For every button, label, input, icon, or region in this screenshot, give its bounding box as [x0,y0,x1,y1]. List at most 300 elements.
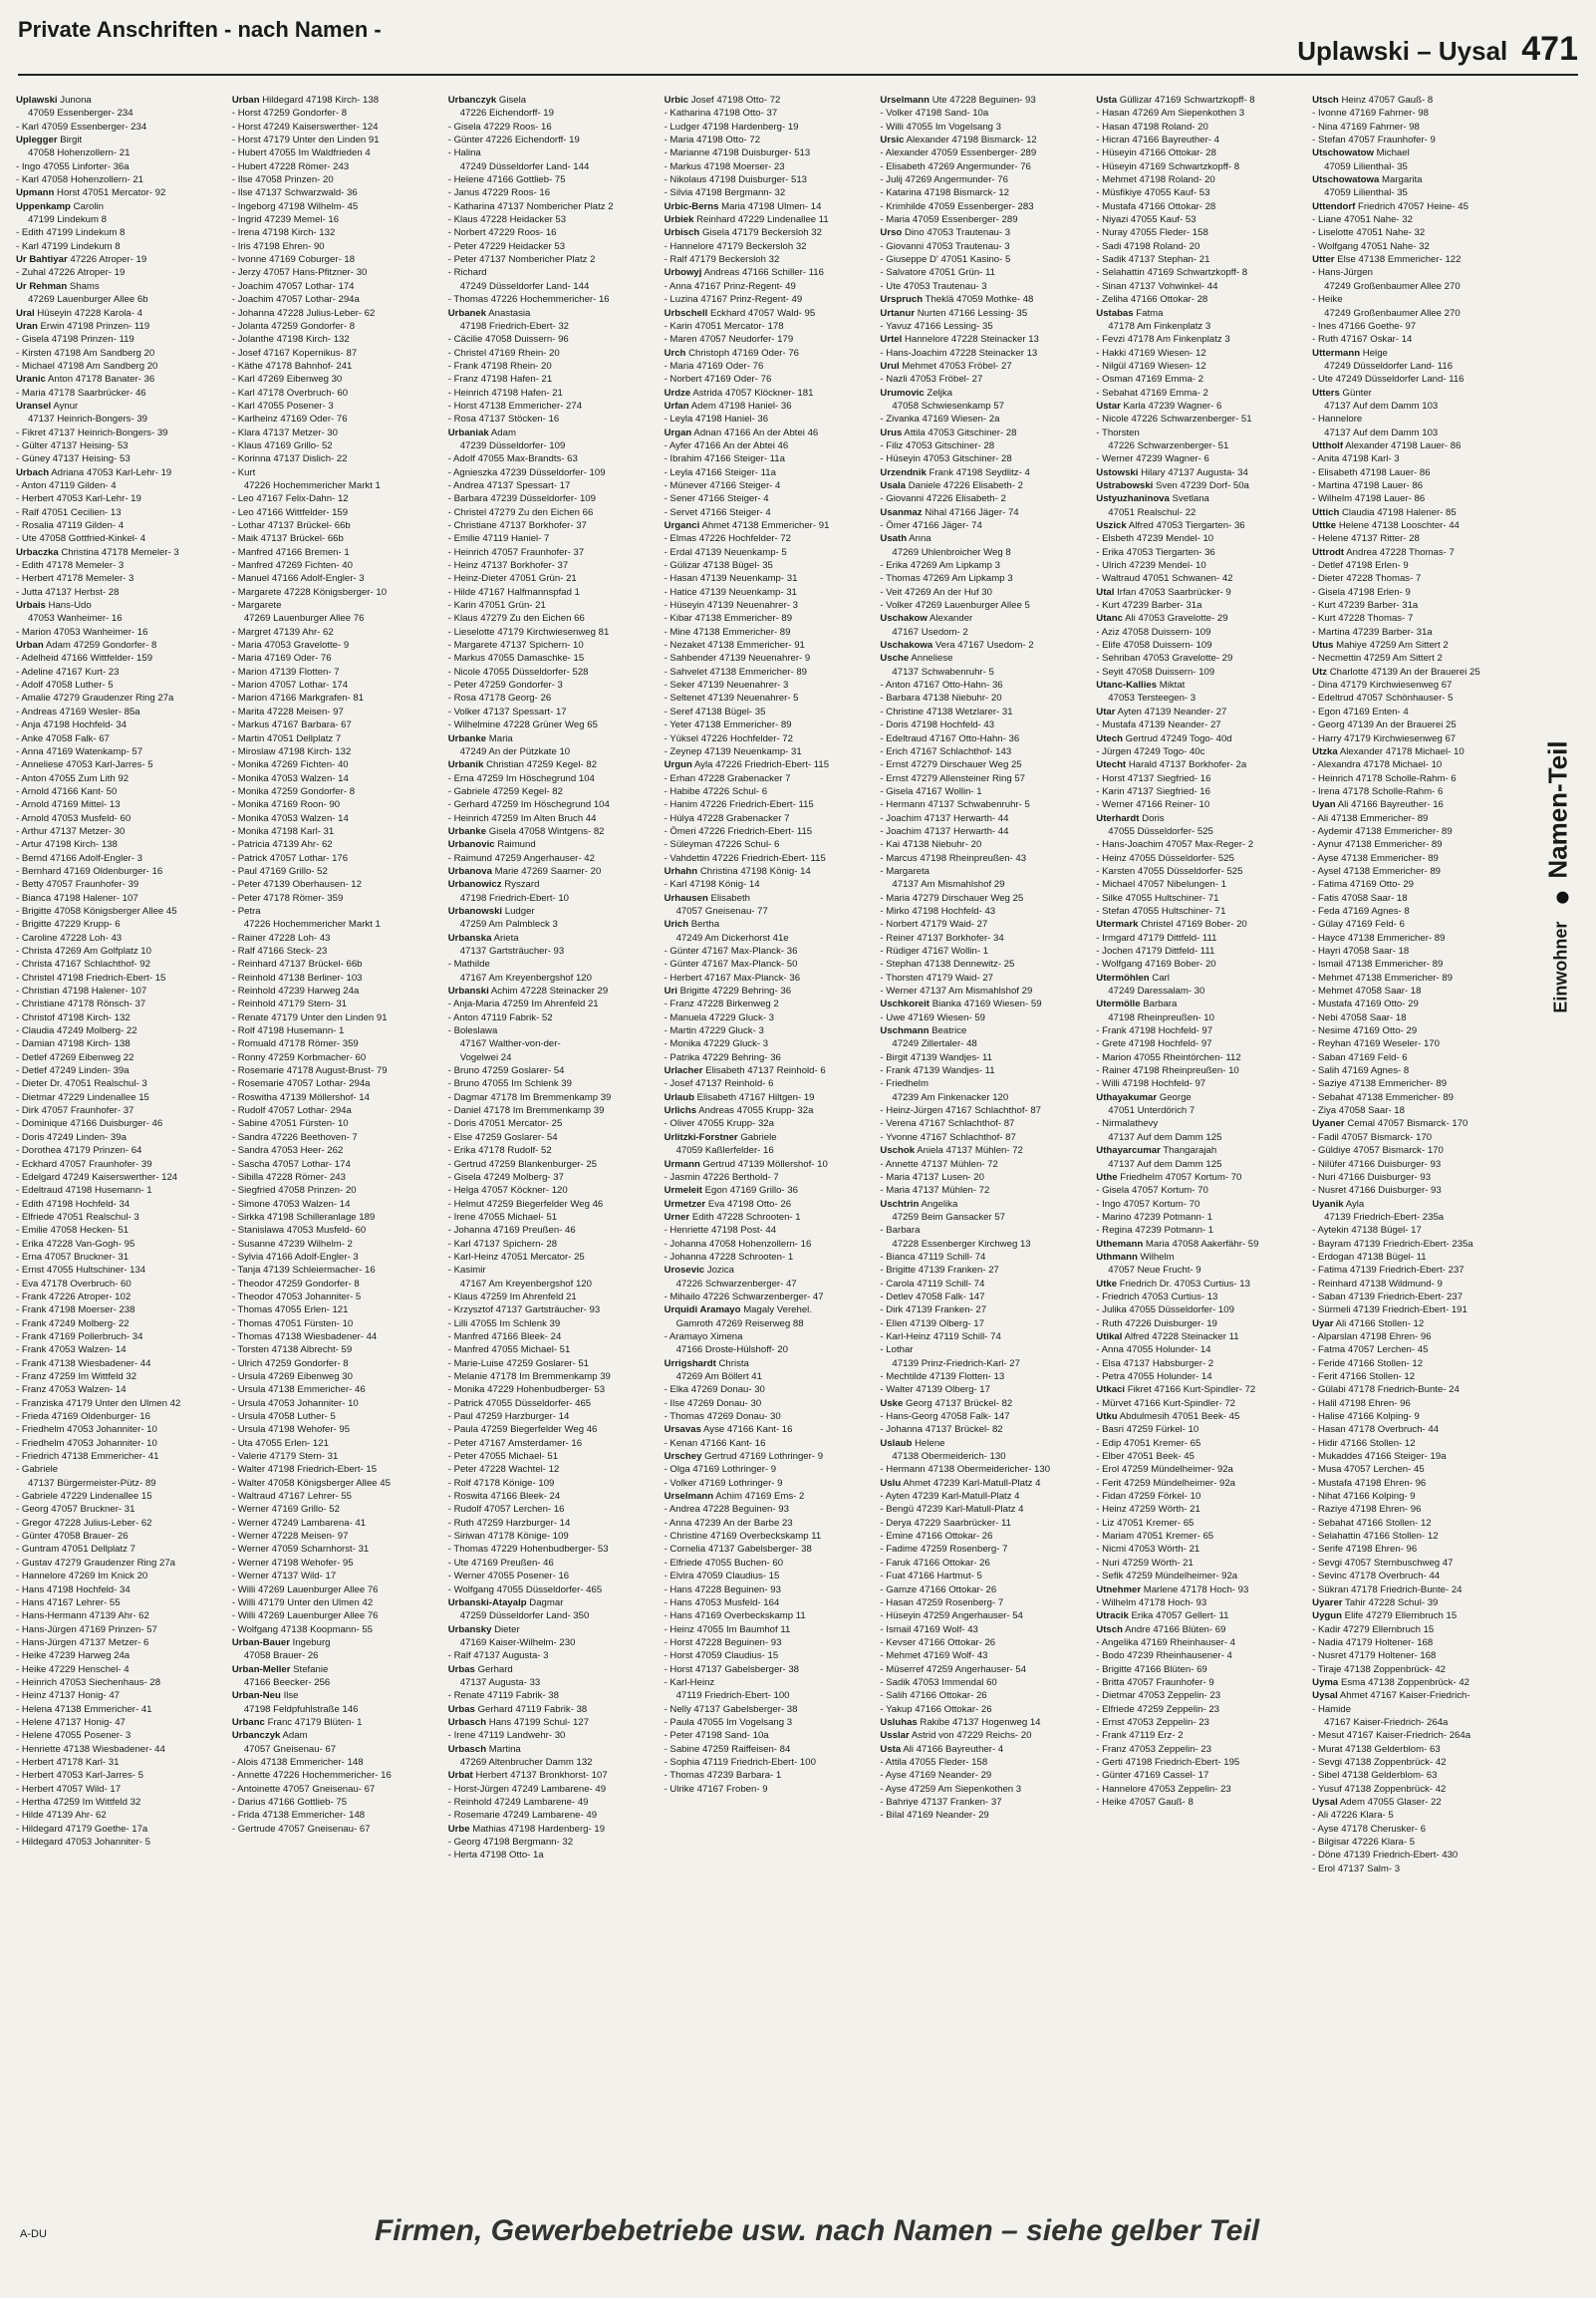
entry-details: - Ute 47249 Düsseldorfer Land- 116 [1312,374,1464,386]
entry-surname: Urban [16,640,44,652]
entry-details: - Antoinette 47057 Gneisenau- 67 [231,1783,376,1795]
entry-surname: Urdze [664,387,691,399]
entry-details: - Hannelore 47179 Beckersloh 32 [664,240,807,252]
directory-entry [1096,812,1302,825]
directory-entry [232,1450,438,1463]
entry-surname: Urbanovic [447,839,495,851]
entry-details: 47167 Walther-von-der- [459,1038,561,1050]
entry-details: - Franz 47198 Hafen- 21 [447,374,553,386]
entry-details: - Sahvelet 47138 Emmericher- 89 [664,666,808,678]
entry-details: - Fadime 47259 Rosenberg- 7 [880,1544,1008,1556]
entry-details: 47137 Bürgermeister-Pütz- 89 [28,1477,156,1489]
directory-entry [1312,466,1518,479]
directory-entry [1096,1303,1302,1316]
directory-entry [665,1117,871,1130]
directory-entry [665,878,871,891]
directory-entry [665,626,871,639]
entry-details: - Hilde 47139 Ahr- 62 [16,1810,107,1822]
entry-details: - Elfriede 47055 Buchen- 60 [664,1557,784,1569]
entry-details: Ayse 47166 Kant- 16 [703,1424,793,1436]
entry-details: - Johanna 47169 Preußen- 46 [447,1225,576,1237]
entry-details: - Hannelore [1312,414,1363,426]
directory-entry [232,1423,438,1436]
directory-entry [1096,745,1302,758]
entry-details: Elisabeth [710,892,750,904]
directory-entry [448,1676,655,1689]
entry-details: Ahmet 47239 Karl-Matull-Platz 4 [903,1477,1041,1489]
entry-details: - Gertrud 47259 Blankenburger- 25 [447,1158,598,1170]
directory-entry [16,1051,222,1064]
directory-entry [16,479,222,492]
entry-surname: Utermöhlen [1096,972,1150,984]
entry-details: - Nina 47169 Fahrner- 98 [1312,121,1420,133]
entry-surname: Usslar [880,1730,910,1742]
entry-details: - Leo 47166 Wittfelder- 159 [231,506,349,518]
entry-details: - Thomas 47239 Barbara- 1 [664,1770,782,1782]
entry-details: - Barbara [880,1225,921,1237]
entry-details: Eckhard 47057 Wald- 95 [709,307,816,319]
entry-details: - Willi 47179 Unter den Ulmen 42 [231,1596,374,1608]
directory-entry [448,519,655,532]
directory-entry [880,1144,1086,1157]
entry-details: Adriana 47053 Karl-Lehr- 19 [51,466,172,478]
directory-entry [1312,347,1518,360]
entry-details: - Gisela 47198 Prinzen- 119 [16,334,134,346]
entry-surname: Urus [880,427,903,438]
entry-details: - Volker 47198 Sand- 10a [880,108,989,120]
entry-surname: Uszick [1096,520,1127,531]
directory-entry [448,1077,655,1090]
entry-details: - Ronny 47259 Korbmacher- 60 [231,1051,367,1063]
directory-entry [665,1636,871,1649]
directory-entry [16,905,222,918]
entry-details: - Monika 47269 Fichten- 40 [231,759,349,771]
directory-entry [448,865,655,878]
directory-entry [880,1024,1086,1037]
directory-entry [880,213,1086,226]
entry-details: - Ursula 47269 Eibenweg 30 [231,1371,353,1382]
directory-entry [665,439,871,452]
entry-details: - Anton 47119 Fabrik- 52 [447,1011,553,1023]
entry-details: - Rainer 47228 Loh- 43 [231,932,331,944]
directory-entry [1096,905,1302,918]
directory-entry [880,1104,1086,1117]
directory-entry [880,812,1086,825]
entry-details: - Caroline 47228 Loh- 43 [16,932,123,944]
directory-entry [232,1211,438,1224]
directory-entry [1096,200,1302,213]
entry-details: - Horst 47138 Emmericher- 274 [447,400,583,412]
entry-details: - Sebahat 47138 Emmericher- 89 [1312,1091,1454,1103]
entry-details: - Alexandra 47178 Michael- 10 [1312,759,1443,771]
directory-entry [16,94,222,107]
directory-entry [880,1596,1086,1609]
directory-entry [1312,1809,1518,1822]
entry-details: - Ivonne 47169 Fahrner- 98 [1312,108,1429,120]
entry-details: - Gabriele 47229 Lindenallee 15 [16,1491,152,1503]
directory-entry [665,1370,871,1383]
directory-entry [880,758,1086,771]
entry-surname: Uttholf [1312,439,1344,451]
directory-entry [448,1849,655,1862]
directory-entry [880,692,1086,705]
directory-entry [665,639,871,652]
directory-entry [16,1517,222,1530]
entry-details: - Hülya 47228 Grabenacker 7 [664,812,790,824]
entry-details: Elisabeth 47167 Hiltgen- 19 [696,1091,815,1103]
entry-details: - Guntram 47051 Dellplatz 7 [16,1544,135,1556]
entry-surname: Urtanur [880,307,916,319]
entry-details: - Fidan 47259 Förkel- 10 [1096,1491,1201,1503]
directory-entry [880,427,1086,439]
directory-entry [232,1343,438,1356]
directory-entry [448,360,655,373]
directory-entry [1312,1037,1518,1050]
entry-details: - Nadia 47179 Holtener- 168 [1312,1636,1434,1648]
directory-entry [1312,1743,1518,1756]
directory-entry [232,1530,438,1543]
entry-details: - Angelika 47169 Rheinhauser- 4 [1096,1636,1236,1648]
entry-details: - Thomas 47269 Am Lipkamp 3 [880,573,1013,585]
entry-details: - Mine 47138 Emmericher- 89 [664,626,791,638]
entry-details: - Jasmin 47226 Berthold- 7 [664,1171,779,1183]
directory-entry [232,1663,438,1676]
entry-details: 47178 Am Finkenplatz 3 [1108,320,1211,332]
entry-details: - Veit 47269 An der Huf 30 [880,586,992,598]
directory-entry [1312,1530,1518,1543]
directory-entry [448,200,655,213]
entry-details: - Erika 47228 Van-Gogh- 95 [16,1238,135,1250]
directory-entry [232,1144,438,1157]
directory-entry [16,825,222,838]
entry-details: - Jürgen 47249 Togo- 40c [1096,745,1205,757]
directory-entry [232,1184,438,1197]
directory-entry [880,865,1086,878]
directory-entry [1096,1729,1302,1742]
directory-entry [16,1756,222,1769]
entry-details: Frank 47198 Seydlitz- 4 [929,466,1030,478]
directory-entry [1096,173,1302,186]
directory-entry [16,1397,222,1410]
entry-details: Adem 47055 Glaser- 22 [1339,1797,1442,1808]
directory-entry [232,706,438,718]
directory-entry [16,918,222,931]
entry-details: - Bahriye 47137 Franken- 37 [880,1797,1002,1808]
entry-details: - Rosalia 47119 Gilden- 4 [16,520,125,531]
directory-entry [880,998,1086,1010]
directory-entry [880,892,1086,905]
entry-details: Friedrich Dr. 47053 Curtius- 13 [1119,1278,1250,1290]
entry-details: - Doris 47051 Mercator- 25 [447,1118,563,1130]
directory-entry [232,586,438,599]
directory-entry [880,107,1086,120]
entry-details: - Sadi 47198 Roland- 20 [1096,240,1200,252]
directory-entry [448,905,655,918]
entry-details: Helene [915,1437,945,1449]
entry-details: - Seltenet 47139 Neuenahrer- 5 [664,693,799,705]
entry-details: - Edith 47199 Lindekum 8 [16,227,126,239]
directory-entry [665,160,871,173]
entry-details: - Horst 47137 Siegfried- 16 [1096,772,1211,784]
entry-details: - Dieter 47228 Thomas- 7 [1312,573,1422,585]
directory-entry [16,972,222,985]
directory-entry [16,1623,222,1636]
entry-details: - Attila 47055 Fleder- 158 [880,1756,988,1768]
directory-entry [448,1317,655,1330]
directory-entry [232,1077,438,1090]
entry-details: - Romuald 47178 Römer- 359 [231,1038,359,1050]
entry-details: - Kurt 47228 Thomas- 7 [1312,613,1414,625]
directory-entry [665,333,871,346]
entry-details: - Frank 47138 Wiesbadener- 44 [16,1357,151,1369]
directory-entry [448,1158,655,1171]
directory-entry [880,1158,1086,1171]
directory-entry [16,1264,222,1277]
entry-details: Adam [282,1730,308,1742]
entry-details: 47053 Tersteegen- 3 [1108,693,1197,705]
directory-entry [665,1530,871,1543]
entry-details: Karla 47239 Wagner- 6 [1123,400,1222,412]
directory-entry [1312,479,1518,492]
entry-details: - Henriette 47198 Post- 44 [664,1225,777,1237]
directory-entry [665,1477,871,1490]
entry-details: - Hildegard 47179 Goethe- 17a [16,1823,148,1835]
directory-entry [880,1716,1086,1729]
entry-details: - Verena 47167 Schlachthof- 87 [880,1118,1015,1130]
directory-entry [665,745,871,758]
entry-surname: Ur Rehman [16,280,68,292]
directory-entry [880,599,1086,612]
entry-details: - Sadik 47137 Stephan- 21 [1096,254,1210,266]
directory-entry [448,134,655,146]
entry-details: - Boleslawa [447,1025,498,1037]
entry-details: 47226 Eichendorff- 19 [459,108,554,120]
entry-details: 47198 Rheinpreußen- 10 [1108,1011,1214,1023]
entry-details: - Gabriele 47259 Kegel- 82 [447,785,563,797]
entry-details: - Filiz 47053 Gitschiner- 28 [880,439,995,451]
directory-entry [16,1823,222,1836]
directory-entry [1096,373,1302,386]
directory-entry [665,572,871,585]
entry-details: - Willi 47269 Lauenburger Allee 76 [231,1583,379,1595]
entry-details: - Cäcilie 47058 Duissern- 96 [447,334,569,346]
entry-details: Abdulmesih 47051 Beek- 45 [1119,1411,1240,1423]
entry-details: Gabriele [740,1131,777,1143]
directory-entry [880,1410,1086,1423]
entry-details: - Thomas 47226 Hochemmericher- 16 [447,294,610,306]
entry-details: - Karl 47199 Lindekum 8 [16,240,121,252]
entry-details: - Claudia 47249 Molberg- 22 [16,1025,137,1037]
entry-details: Adam 47259 Gondorfer- 8 [45,640,157,652]
directory-entry [880,200,1086,213]
directory-entry [232,320,438,333]
directory-entry [1096,1064,1302,1077]
entry-details: - Brigitte 47058 Königsberger Allee 45 [16,905,177,917]
entry-details: - Güney 47137 Heising- 53 [16,453,131,465]
directory-entry [16,266,222,279]
entry-details: - Müserref 47259 Angerhauser- 54 [880,1663,1027,1675]
directory-entry [16,1357,222,1370]
directory-entry [16,1303,222,1316]
entry-details: George [1159,1091,1192,1103]
entry-details: - Sürmeli 47139 Friedrich-Ebert- 191 [1312,1304,1467,1316]
entry-details: - Elfriede 47259 Zeppelin- 23 [1096,1703,1220,1715]
directory-entry [232,452,438,465]
entry-details: - Ulrike 47167 Froben- 9 [664,1783,768,1795]
directory-entry [16,1064,222,1077]
entry-details: - Ulrich 47239 Mendel- 10 [1096,560,1206,572]
directory-entry [448,373,655,386]
directory-entry [232,506,438,519]
entry-details: - Ferit 47259 Mündelheimer- 92a [1096,1477,1235,1489]
entry-details: - Hamide [1312,1703,1352,1715]
entry-details: - Ingrid 47239 Memel- 16 [231,214,340,226]
entry-surname: Utracik [1096,1610,1129,1622]
directory-entry [880,466,1086,479]
entry-details: - Jolanta 47259 Gondorfer- 8 [231,320,356,332]
entry-surname: Urlitzki-Forstner [664,1131,738,1143]
entry-details: - Alparslan 47198 Ehren- 96 [1312,1330,1432,1342]
directory-entry [665,1184,871,1197]
entry-details: - Zeynep 47139 Neuenkamp- 31 [664,745,802,757]
directory-entry [16,492,222,505]
directory-entry [1312,825,1518,838]
entry-details: - Josef 47137 Reinhold- 6 [664,1078,774,1090]
entry-surname: Uske [880,1397,904,1409]
directory-entry [1096,1238,1302,1251]
directory-entry [232,1689,438,1702]
entry-details: - Werner 47169 Grillo- 52 [231,1504,340,1516]
entry-details: - Brigitte 47166 Blüten- 69 [1096,1663,1207,1675]
entry-details: Christina 47198 König- 14 [699,865,811,877]
entry-details: - Oliver 47055 Krupp- 32a [664,1118,774,1130]
directory-entry [1096,1557,1302,1570]
directory-entry [1096,253,1302,266]
entry-details: Esma 47138 Zoppenbrück- 42 [1340,1676,1470,1688]
directory-entry [448,1583,655,1596]
directory-entry [232,173,438,186]
entry-surname: Uttermann [1312,347,1361,359]
directory-entry [232,718,438,731]
entry-details: - Günter 47167 Max-Planck- 50 [664,959,798,971]
entry-details: - Sophia 47119 Friedrich-Ebert- 100 [664,1756,816,1768]
entry-details: - Christel 47198 Friedrich-Ebert- 15 [16,972,166,984]
entry-details: - Ulrich 47259 Gondorfer- 8 [231,1357,349,1369]
entry-details: - Heike 47057 Gauß- 8 [1096,1797,1194,1808]
entry-details: - Wolfgang 47169 Bober- 20 [1096,959,1216,971]
entry-details: - Stefan 47055 Hultschiner- 71 [1096,905,1226,917]
directory-entry [1312,865,1518,878]
directory-entry [880,146,1086,159]
entry-details: - Ursula 47058 Luther- 5 [231,1411,336,1423]
entry-surname: Urner [664,1211,690,1223]
directory-entry [1312,293,1518,306]
entry-details: - Irena 47198 Kirch- 132 [231,227,336,239]
entry-details: 47198 Friedrich-Ebert- 32 [459,320,570,332]
directory-entry [232,838,438,851]
entry-surname: Upmann [16,187,55,199]
entry-details: 47226 Schwarzenberger- 51 [1108,439,1229,451]
entry-details: - Klara 47137 Metzer- 30 [231,427,338,438]
directory-entry [665,1091,871,1104]
entry-details: Egon 47169 Grillo- 36 [704,1185,798,1197]
directory-entry [1096,413,1302,426]
directory-entry [16,1251,222,1264]
entry-details: - Anja 47198 Hochfeld- 34 [16,719,127,731]
entry-details: - Mehmet 47169 Wolf- 43 [880,1650,988,1662]
directory-entry [232,972,438,985]
entry-surname: Utters [1312,387,1340,399]
directory-entry [448,266,655,279]
entry-details: - Marino 47239 Potmann- 1 [1096,1211,1213,1223]
directory-entry [665,373,871,386]
entry-details: - Bayram 47139 Friedrich-Ebert- 235a [1312,1238,1473,1250]
directory-entry [880,387,1086,400]
entry-details: - Karin 47051 Grün- 21 [447,600,546,612]
directory-entry [880,226,1086,239]
directory-entry [16,413,222,426]
directory-entry [1312,1131,1518,1144]
side-label-names: Namen-Teil [1542,740,1573,879]
directory-entry [880,972,1086,985]
entry-details: - Dina 47179 Kirchwiesenweg 67 [1312,680,1453,692]
directory-entry [232,998,438,1010]
entry-details: - Katharina 47137 Nombericher Platz 2 [447,200,614,212]
directory-entry [232,559,438,572]
bullet-icon [1556,891,1568,903]
directory-entry [16,1104,222,1117]
directory-entry [1312,1264,1518,1277]
directory-entry [665,958,871,971]
entry-details: - Theodor 47259 Gondorfer- 8 [231,1278,360,1290]
directory-entry [16,1636,222,1649]
directory-entry [16,639,222,652]
directory-entry [448,559,655,572]
entry-details: - Paula 47259 Biegerfelder Weg 46 [447,1424,598,1436]
entry-details: - Raziye 47198 Ehren- 96 [1312,1504,1422,1516]
directory-entry [448,918,655,931]
entry-surname: Ustyuzhaninova [1096,493,1170,505]
entry-details: - Karlheinz 47169 Oder- 76 [231,414,348,426]
entry-details: - Frank 47198 Moerser- 238 [16,1304,135,1316]
entry-details: - Ludger 47198 Hardenberg- 19 [664,121,799,133]
directory-entry [880,1743,1086,1756]
directory-entry [16,838,222,851]
directory-entry [232,1171,438,1184]
entry-surname: Uplawski [16,95,58,106]
entry-details: - Joachim 47057 Lothar- 294a [231,294,360,306]
directory-entry [1096,1649,1302,1662]
entry-details: - Mathilde [447,959,490,971]
directory-entry [1096,785,1302,798]
entry-details: Heinz 47057 Gauß- 8 [1341,95,1434,106]
entry-details: - Selahattin 47169 Schwartzkopff- 8 [1096,267,1248,279]
directory-entry [1096,1769,1302,1782]
directory-entry [1096,266,1302,279]
entry-details: - Hans-Joachim 47228 Steinacker 13 [880,347,1038,359]
directory-entry [16,1609,222,1622]
entry-details: - Simone 47053 Walzen- 14 [231,1198,351,1210]
directory-entry [448,1024,655,1037]
directory-entry [448,852,655,865]
directory-entry [448,785,655,798]
entry-surname: Urban-Bauer [231,1636,290,1648]
directory-entry [880,878,1086,891]
entry-details: - Detlev 47058 Falk- 147 [880,1291,985,1302]
directory-entry [880,506,1086,519]
directory-entry [1312,1064,1518,1077]
directory-entry [1096,452,1302,465]
